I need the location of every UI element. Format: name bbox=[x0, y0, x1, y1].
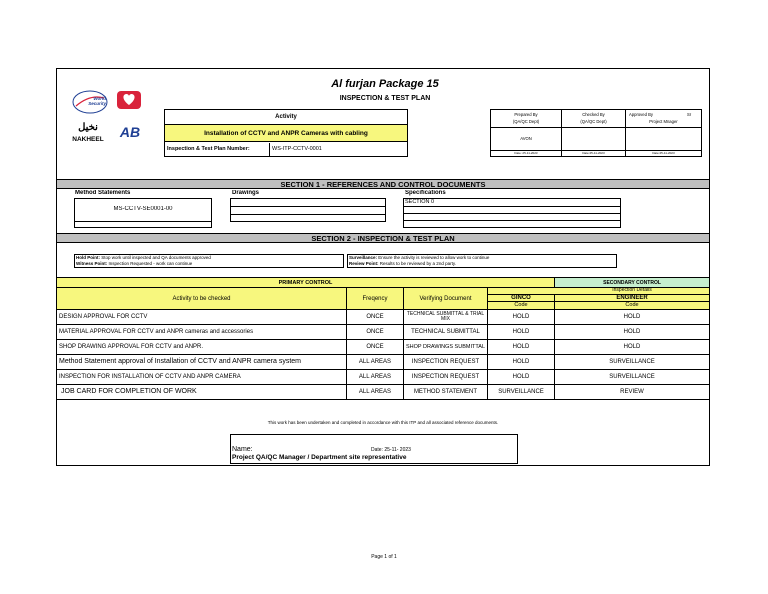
table-row bbox=[57, 370, 709, 385]
col-engineer-code: Code bbox=[555, 301, 709, 309]
approved-by-role: Project Mnager bbox=[649, 119, 678, 124]
nakheel-logo-text: NAKHEEL bbox=[72, 136, 104, 143]
completion-statement: This work has been undertaken and completed in accordance with this ITP and all associated reference documents. bbox=[267, 420, 499, 425]
col-document-header: Verifying Document bbox=[404, 288, 488, 309]
activity-value: Installation of CCTV and ANPR Cameras with cabling bbox=[165, 125, 407, 142]
row-ginco: HOLD bbox=[488, 370, 555, 384]
row-activity: Method Statement approval of Installation of CCTV and ANPR camera system bbox=[57, 355, 347, 369]
hold-point-text: Stop work until inspected and QA documents approved bbox=[101, 255, 211, 260]
hold-point-label: Hold Point: bbox=[76, 255, 100, 260]
itp-table bbox=[57, 277, 709, 398]
table-row bbox=[57, 340, 709, 355]
row-activity: DESIGN APPROVAL FOR CCTV bbox=[57, 310, 347, 324]
activity-label: Activity bbox=[165, 110, 407, 125]
legend-right bbox=[347, 254, 617, 268]
row-document: INSPECTION REQUEST bbox=[404, 355, 488, 369]
row-frequency: ONCE bbox=[347, 310, 404, 324]
review-point-label: Review Point: bbox=[349, 261, 379, 266]
legend-left bbox=[74, 254, 344, 268]
itp-number-value: WS-ITP-CCTV-0001 bbox=[269, 143, 406, 156]
row-document: TECHNICAL SUBMITTAL bbox=[404, 325, 488, 339]
world-security-logo-text: World Security bbox=[88, 96, 106, 106]
method-statement-value: MS-CCTV-SE0001-00 bbox=[113, 206, 173, 212]
row-ginco: HOLD bbox=[488, 340, 555, 354]
inspection-details-label: Inspection Details bbox=[612, 288, 652, 293]
col-activity-header: Activity to be checked bbox=[57, 288, 347, 309]
secondary-control-header: SECONDARY CONTROL bbox=[555, 278, 709, 287]
ab-logo: AB bbox=[119, 124, 141, 140]
itp-number-label: Inspection & Test Plan Number: bbox=[167, 146, 250, 152]
signature-box bbox=[230, 434, 518, 464]
row-engineer: HOLD bbox=[623, 344, 641, 350]
table-row bbox=[57, 310, 709, 325]
page-number: Page 1 of 1 bbox=[371, 554, 397, 560]
row-frequency: ONCE bbox=[347, 340, 404, 354]
checked-date: Date:25-11-2023 bbox=[582, 151, 605, 155]
prepared-by-name: AVON bbox=[520, 136, 532, 141]
row-ginco: HOLD bbox=[488, 325, 555, 339]
row-activity: MATERIAL APPROVAL FOR CCTV and ANPR cameras and accessories bbox=[57, 325, 347, 339]
row-document: TECHNICAL SUBMITTAL & TRIAL MIX bbox=[404, 310, 488, 324]
row-frequency: ONCE bbox=[347, 325, 404, 339]
col-engineer-header: ENGINEER bbox=[555, 294, 709, 301]
nakheel-logo-arabic: نخيل bbox=[78, 122, 98, 133]
approved-date: Date:25-11-2023 bbox=[652, 151, 675, 155]
row-activity: SHOP DRAWING APPROVAL FOR CCTV and ANPR. bbox=[57, 340, 347, 354]
prepared-by-dept: (QA/QC Dept) bbox=[512, 119, 540, 124]
row-frequency: ALL AREAS bbox=[347, 385, 404, 399]
table-row bbox=[57, 325, 709, 340]
col-ginco-header: GINCO bbox=[488, 294, 555, 301]
row-activity: INSPECTION FOR INSTALLATION OF CCTV AND ANPR CAMERA bbox=[57, 370, 347, 384]
specifications-value: SECTION 0 bbox=[405, 199, 435, 205]
date-label: Date: 25-11- 2023 bbox=[371, 447, 411, 453]
prepared-by-label: Prepared By bbox=[514, 112, 538, 117]
name-label: Name: bbox=[232, 446, 253, 453]
row-engineer: SURVEILLANCE bbox=[609, 374, 655, 380]
method-statements-label: Method Statements bbox=[75, 190, 131, 196]
drawings-label: Drawings bbox=[232, 190, 260, 196]
witness-point-text: Inspection Requested - work can continue bbox=[108, 261, 193, 266]
row-ginco: HOLD bbox=[488, 355, 555, 369]
specifications-label: Specifications bbox=[405, 190, 446, 196]
review-point-line bbox=[349, 261, 615, 267]
col-frequency-header: Freqency bbox=[347, 288, 404, 309]
row-frequency: ALL AREAS bbox=[347, 370, 404, 384]
witness-point-label: Witness Point: bbox=[76, 261, 108, 266]
surveillance-label: Surveillance: bbox=[349, 255, 378, 260]
section2-header: SECTION 2 - INSPECTION & TEST PLAN bbox=[57, 233, 709, 243]
row-frequency: ALL AREAS bbox=[347, 355, 404, 369]
approved-by-label: Approved By bbox=[629, 112, 653, 117]
inspection-details-header bbox=[488, 288, 709, 309]
witness-point-line bbox=[76, 261, 342, 267]
document-title: Al furjan Package 15 bbox=[331, 78, 439, 90]
row-document: METHOD STATEMENT bbox=[404, 385, 488, 399]
specifications-box bbox=[403, 198, 621, 228]
primary-control-header: PRIMARY CONTROL bbox=[57, 278, 555, 287]
document-subtitle: INSPECTION & TEST PLAN bbox=[339, 95, 431, 102]
drawings-box bbox=[230, 198, 386, 222]
section1-header: SECTION 1 - REFERENCES AND CONTROL DOCUMENTS bbox=[57, 179, 709, 189]
approved-by-sr: Sr bbox=[687, 112, 692, 117]
row-engineer: REVIEW bbox=[620, 389, 644, 395]
row-engineer: HOLD bbox=[623, 314, 641, 320]
method-statements-box bbox=[74, 198, 212, 228]
row-ginco: HOLD bbox=[488, 310, 555, 324]
review-point-text: Results to be reviewed by a 2nd party. bbox=[379, 261, 456, 266]
surveillance-text: Ensure the activity is reviewed to allow work to continue bbox=[378, 255, 490, 260]
row-engineer: SURVEILLANCE bbox=[609, 359, 655, 365]
row-engineer: HOLD bbox=[623, 329, 641, 335]
table-row bbox=[57, 385, 709, 400]
checked-by-dept: (QA/QC Dept) bbox=[580, 119, 607, 124]
checked-by-label: Checked By bbox=[582, 112, 605, 117]
row-activity: JOB CARD FOR COMPLETION OF WORK bbox=[57, 385, 347, 399]
row-document: INSPECTION REQUEST bbox=[404, 370, 488, 384]
prepared-date: Date: 25-11-2023 bbox=[514, 151, 538, 155]
signatory-label: Project QA/QC Manager / Department site representative bbox=[232, 454, 407, 461]
col-ginco-code: Code bbox=[488, 301, 555, 309]
row-document: SHOP DRAWINGS SUBMITTAL bbox=[404, 340, 488, 354]
table-row bbox=[57, 355, 709, 370]
row-ginco: SURVEILLANCE bbox=[488, 385, 555, 399]
